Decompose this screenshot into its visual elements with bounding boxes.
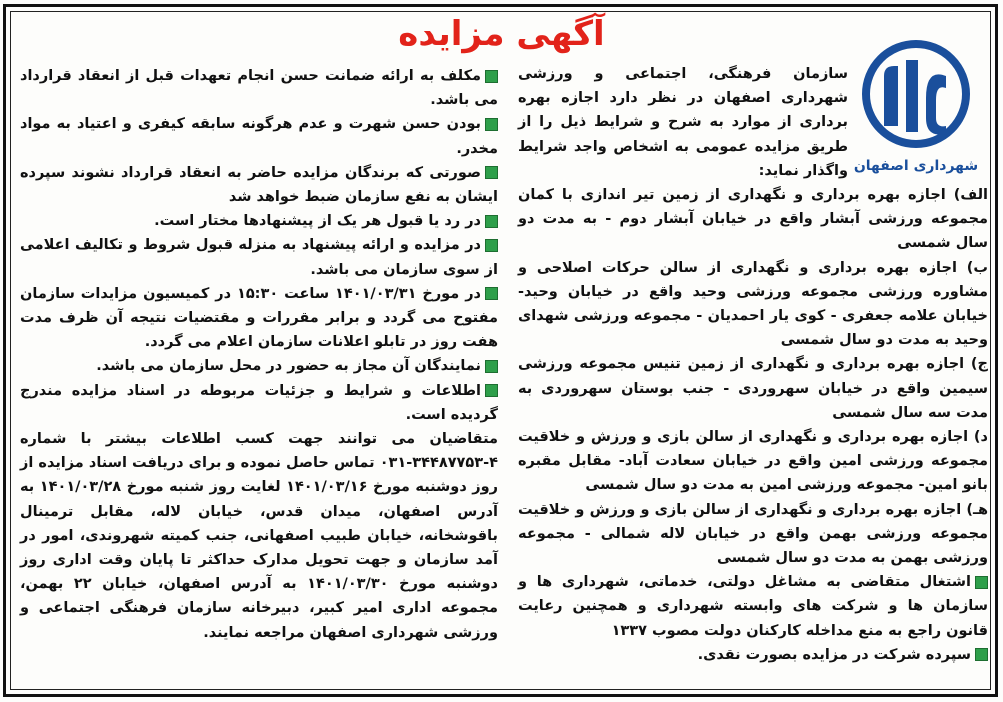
left-bullet-item	[20, 112, 498, 160]
right-bullet-text: سپرده شرکت در مزایده بصورت نقدی.	[697, 646, 971, 663]
item-he: هـ) اجازه بهره برداری و نگهداری از سالن بازی و ورزش و خلاقیت مجموعه ورزشی بهمن واقع در خیابان لاله شمالی - مجموعه ورزشی بهمن به مدت دو سال شمسی	[518, 501, 988, 567]
right-column	[518, 62, 988, 667]
right-bullet-item	[518, 570, 988, 643]
isfahan-municipality-logo-icon	[854, 38, 979, 178]
left-bullet-item	[20, 282, 498, 355]
left-bullet-item	[20, 64, 498, 112]
bullet-icon	[485, 384, 498, 397]
left-bullet-item	[20, 233, 498, 281]
left-bullet-text: اطلاعات و شرایط و جزئیات مربوطه در اسناد مزایده مندرج گردیده است.	[20, 382, 498, 423]
item-alef: الف) اجازه بهره برداری و نگهداری از زمین تیر اندازی با کمان مجموعه ورزشی آبشار واقع در خیابان آبشار دوم - به مدت دو سال شمسی	[518, 187, 988, 252]
left-bullet-text: در مزایده و ارائه پیشنهاد به منزله قبول شروط و تکالیف اعلامی از سوی سازمان می باشد.	[20, 237, 498, 278]
bullet-icon	[485, 360, 498, 373]
bullet-icon	[975, 576, 988, 589]
left-bullet-text: نمایندگان آن مجاز به حضور در محل سازمان می باشد.	[96, 358, 481, 375]
closing-text: متقاضیان می توانند جهت کسب اطلاعات بیشتر با شماره ۴-۳۴۴۸۷۷۵۳-۰۳۱ تماس حاصل نموده و برای دریافت اسناد مزایده از روز دوشنبه مورخ ۱۴۰۱/۰۳/۱۶ لغایت روز شنبه مورخ ۱۴۰۱/۰۳/۲۸ به آدرس اصفهان، میدان قدس، خیابان لاله، مقابل ترمینال باقوشخانه، خیابان طبیب اصفهانی، جنب کمیته شهروندی، امور در آمد سازمان و جهت تحویل مدارک حداکثر تا پایان وقت اداری روز دوشنبه مورخ ۱۴۰۱/۰۳/۳۰ به آدرس اصفهان، خیابان ۲۲ بهمن، مجموعه اداری امیر کبیر، دبیرخانه سازمان فرهنگی اجتماعی و ورزشی شهرداری اصفهان مراجعه نمایند.	[20, 431, 498, 641]
item-dal: د) اجازه بهره برداری و نگهداری از سالن بازی و ورزش و خلاقیت مجموعه ورزشی امین واقع در خیابان سعادت آباد- مقابل مقبره بانو امین- مجموعه ورزشی امین به مدت دو سال شمسی	[518, 429, 988, 494]
item-jim: ج) اجازه بهره برداری و نگهداری از زمین تنیس مجموعه ورزشی سیمین واقع در خیابان سهروردی - جنب بوستان سهروردی به مدت سه سال شمسی	[518, 356, 988, 421]
left-column	[20, 64, 498, 645]
left-bullet-item	[20, 209, 498, 233]
right-bullet-item	[518, 643, 988, 667]
notice-title: آگهی مزایده	[398, 14, 605, 54]
item-be: ب) اجازه بهره برداری و نگهداری از سالن حرکات اصلاحی و مشاوره ورزشی مجموعه ورزشی وحید واقع در خیابان وحید- خیابان علامه جعفری - کوی یار احمدیان - مجموعه ورزشی شهدای وحید به مدت دو سال شمسی	[518, 259, 988, 349]
left-bullet-item	[20, 354, 498, 378]
left-bullet-text: صورتی که برندگان مزایده حاضر به انعقاد قرارداد نشوند سپرده ایشان به نفع سازمان ضبط خواهد شد	[20, 164, 498, 206]
logo-caption: شهرداری اصفهان	[854, 158, 979, 174]
bullet-icon	[975, 648, 988, 661]
intro-text: سازمان فرهنگی، اجتماعی و ورزشی شهرداری اصفهان در نظر دارد اجازه بهره برداری از موارد به شرح و شرایط ذیل را از طریق مزایده عمومی به اشخاص واجد شرایط واگذار نماید:	[518, 66, 848, 179]
bullet-icon	[485, 166, 498, 179]
bullet-icon	[485, 118, 498, 131]
left-bullet-text: مکلف به ارائه ضمانت حسن انجام تعهدات قبل از انعقاد قرارداد می باشد.	[20, 68, 498, 109]
left-bullet-item	[20, 161, 498, 209]
items-list	[518, 183, 988, 667]
left-bullet-text: در مورخ ۱۴۰۱/۰۳/۳۱ ساعت ۱۵:۳۰ در کمیسیون مزایدات سازمان مفتوح می گردد و برابر مقررات و مقتضیات نتیجه آن ظرف مدت هفت روز در تابلو اعلانات سازمان اعلام می گردد.	[20, 285, 498, 351]
bullet-icon	[485, 215, 498, 228]
bullet-icon	[485, 70, 498, 83]
right-bullet-text: اشتغال متقاضی به مشاغل دولتی، خدماتی، شهرداری ها و سازمان ها و شرکت های وابسته شهرداری و همچنین رعایت قانون راجع به منع مداخله کارکنان دولت مصوب ۱۳۳۷	[518, 574, 988, 639]
municipality-logo	[854, 38, 979, 178]
left-bullet-text: در رد یا قبول هر یک از پیشنهادها مختار است.	[154, 213, 481, 230]
bullet-icon	[485, 239, 498, 252]
bullet-icon	[485, 287, 498, 300]
left-bullet-item	[20, 379, 498, 427]
left-bullet-text: بودن حسن شهرت و عدم هرگونه سابقه کیفری و اعتیاد به مواد مخدر.	[20, 116, 498, 157]
